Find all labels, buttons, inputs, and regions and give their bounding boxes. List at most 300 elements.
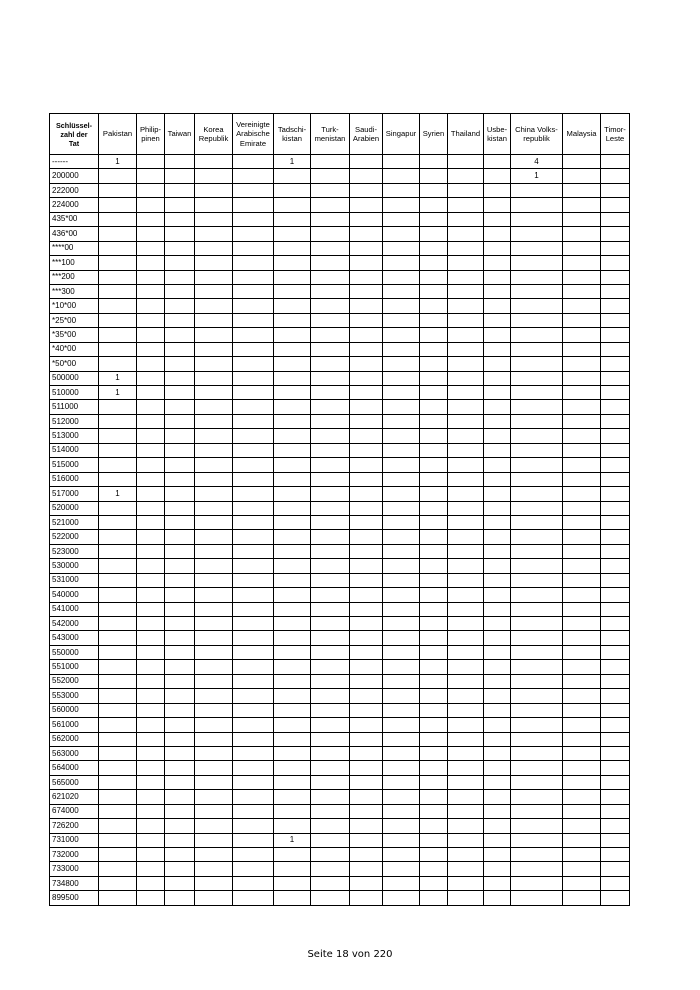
table-cell [350,530,383,544]
table-cell [383,746,420,760]
table-cell [350,746,383,760]
table-cell [420,270,448,284]
table-cell [311,155,350,169]
table-row [50,515,630,529]
table-cell [448,299,484,313]
table-cell [99,848,137,862]
column-header: Philip- pinen [137,114,165,155]
table-cell [511,645,563,659]
table-cell [511,573,563,587]
table-cell [383,732,420,746]
table-cell [311,602,350,616]
page-number: Seite 18 von 220 [307,949,393,960]
table-cell [563,472,601,486]
table-cell [350,400,383,414]
table-cell [383,183,420,197]
table-cell [420,674,448,688]
table-row [50,342,630,356]
table-cell [601,775,630,789]
table-cell [420,804,448,818]
table-cell [511,458,563,472]
table-cell [233,819,274,833]
table-cell [484,515,511,529]
table-cell [601,573,630,587]
table-row [50,718,630,732]
table-cell [420,515,448,529]
table-cell [420,400,448,414]
table-cell [311,804,350,818]
table-cell [601,515,630,529]
table-cell [511,530,563,544]
table-cell [233,443,274,457]
table-cell [448,183,484,197]
table-cell [350,804,383,818]
table-cell [195,270,233,284]
table-cell [311,790,350,804]
table-cell [563,833,601,847]
table-cell [448,602,484,616]
table-cell [511,400,563,414]
table-cell [420,299,448,313]
table-cell [137,790,165,804]
table-cell [484,414,511,428]
table-cell [601,241,630,255]
table-cell [420,212,448,226]
table-cell [563,371,601,385]
table-cell [484,183,511,197]
table-cell [137,198,165,212]
table-cell [511,299,563,313]
table-cell [165,876,195,890]
table-row [50,746,630,760]
table-cell [274,891,311,905]
table-cell [195,443,233,457]
table-cell [420,891,448,905]
table-cell [484,299,511,313]
table-cell [99,876,137,890]
table-cell [137,689,165,703]
table-cell [99,833,137,847]
row-key-cell: 561000 [50,718,99,732]
table-cell [165,790,195,804]
table-cell [195,155,233,169]
table-cell [420,241,448,255]
table-cell [311,876,350,890]
table-row [50,284,630,298]
table-cell [137,241,165,255]
table-cell [195,891,233,905]
table-cell [233,400,274,414]
table-cell [274,876,311,890]
row-key-cell: 563000 [50,746,99,760]
table-cell [484,573,511,587]
table-cell [601,458,630,472]
table-cell [99,775,137,789]
table-cell [420,876,448,890]
table-cell [195,342,233,356]
table-cell [383,227,420,241]
table-cell [195,256,233,270]
table-cell [448,284,484,298]
table-cell [383,357,420,371]
row-key-cell: 731000 [50,833,99,847]
table-cell: 1 [99,487,137,501]
table-cell [350,429,383,443]
table-row [50,645,630,659]
table-cell [563,299,601,313]
table-cell [274,631,311,645]
table-cell [233,386,274,400]
table-cell [137,732,165,746]
table-cell [511,559,563,573]
table-cell [601,732,630,746]
table-cell [165,761,195,775]
table-row [50,414,630,428]
row-key-cell: 541000 [50,602,99,616]
table-cell [99,530,137,544]
table-cell [383,631,420,645]
table-cell [484,371,511,385]
table-cell [311,530,350,544]
table-row [50,227,630,241]
table-cell [350,718,383,732]
table-row [50,357,630,371]
table-cell [137,183,165,197]
table-cell [274,227,311,241]
table-cell [233,848,274,862]
table-cell [383,241,420,255]
table-body [50,155,630,906]
table-cell [274,703,311,717]
table-cell [137,746,165,760]
table-cell [484,848,511,862]
table-cell [311,400,350,414]
table-cell [274,689,311,703]
table-cell [274,645,311,659]
table-cell [195,674,233,688]
table-row [50,328,630,342]
table-cell [311,371,350,385]
table-cell [563,674,601,688]
table-cell [511,241,563,255]
table-cell [195,530,233,544]
table-cell [311,833,350,847]
table-cell [274,357,311,371]
table-cell [484,487,511,501]
table-cell [350,689,383,703]
table-cell [274,313,311,327]
table-cell [99,501,137,515]
table-cell [448,169,484,183]
table-cell [484,588,511,602]
table-cell [448,198,484,212]
table-cell [311,183,350,197]
table-cell [137,487,165,501]
table-cell [350,313,383,327]
table-cell [350,761,383,775]
table-cell [137,862,165,876]
table-cell [99,443,137,457]
table-cell [195,617,233,631]
table-cell [383,371,420,385]
column-header: Saudi- Arabien [350,114,383,155]
table-cell [350,848,383,862]
table-cell [484,530,511,544]
table-cell [137,227,165,241]
table-row [50,775,630,789]
table-cell [563,573,601,587]
table-row [50,804,630,818]
column-header: Malaysia [563,114,601,155]
table-cell [563,443,601,457]
table-cell [563,458,601,472]
table-cell [420,328,448,342]
row-key-cell: 520000 [50,501,99,515]
table-cell [99,761,137,775]
table-cell [350,487,383,501]
table-cell [484,559,511,573]
row-key-cell: 522000 [50,530,99,544]
table-cell [350,501,383,515]
table-cell [274,588,311,602]
table-cell [601,183,630,197]
table-cell [195,487,233,501]
table-cell: 1 [99,155,137,169]
table-cell [383,155,420,169]
table-cell [563,746,601,760]
row-key-cell: 514000 [50,443,99,457]
table-cell [99,241,137,255]
table-cell [274,761,311,775]
table-cell [383,761,420,775]
table-cell [420,371,448,385]
table-cell [350,472,383,486]
table-cell [195,299,233,313]
table-cell [563,602,601,616]
row-key-cell: *25*00 [50,313,99,327]
table-cell [511,588,563,602]
table-cell [601,617,630,631]
table-cell [350,357,383,371]
table-cell [137,212,165,226]
table-cell [563,588,601,602]
table-cell [484,328,511,342]
table-cell [137,848,165,862]
row-key-cell: ****00 [50,241,99,255]
table-cell [165,819,195,833]
table-cell [137,299,165,313]
table-cell [484,833,511,847]
table-cell [350,386,383,400]
table-cell [350,458,383,472]
table-cell [563,645,601,659]
table-cell [601,212,630,226]
table-cell [233,501,274,515]
table-cell [563,631,601,645]
table-cell [448,515,484,529]
row-key-cell: 222000 [50,183,99,197]
table-cell [448,313,484,327]
table-cell [601,270,630,284]
table-cell [448,241,484,255]
column-header: Taiwan [165,114,195,155]
table-cell [233,256,274,270]
table-cell [137,718,165,732]
table-row [50,400,630,414]
table-cell [511,674,563,688]
table-cell [137,876,165,890]
table-cell [420,631,448,645]
table-row [50,876,630,890]
table-cell [311,775,350,789]
table-cell [195,284,233,298]
table-cell [311,703,350,717]
table-cell [420,183,448,197]
table-cell [448,400,484,414]
table-cell [484,862,511,876]
table-cell [311,270,350,284]
table-cell [448,703,484,717]
table-cell [383,573,420,587]
table-cell [99,732,137,746]
column-header: Timor- Leste [601,114,630,155]
table-cell [350,588,383,602]
table-row [50,443,630,457]
table-cell [511,790,563,804]
table-cell [383,645,420,659]
table-cell [274,342,311,356]
table-cell [350,284,383,298]
table-cell [165,674,195,688]
table-cell [383,501,420,515]
table-cell [420,775,448,789]
table-cell [484,804,511,818]
table-row [50,819,630,833]
table-cell [195,761,233,775]
table-cell [274,429,311,443]
table-cell [165,241,195,255]
table-cell [137,501,165,515]
table-cell [448,891,484,905]
table-cell [420,530,448,544]
table-cell [99,342,137,356]
table-cell [311,674,350,688]
table-cell [420,414,448,428]
table-cell [311,660,350,674]
table-cell [99,458,137,472]
table-cell [563,530,601,544]
table-cell [511,819,563,833]
row-key-cell: 540000 [50,588,99,602]
table-cell [99,819,137,833]
table-cell [165,183,195,197]
table-cell [448,876,484,890]
table-cell [165,718,195,732]
table-cell [99,328,137,342]
table-cell [165,458,195,472]
table-cell [420,472,448,486]
table-cell [137,631,165,645]
table-cell [195,819,233,833]
table-cell [165,732,195,746]
table-cell: 1 [274,833,311,847]
table-cell [137,429,165,443]
table-cell [484,819,511,833]
table-cell [383,530,420,544]
table-cell [137,660,165,674]
row-key-cell: 551000 [50,660,99,674]
table-cell [195,645,233,659]
table-cell [99,602,137,616]
table-cell [383,833,420,847]
table-cell [274,573,311,587]
table-cell [274,501,311,515]
table-cell [383,313,420,327]
table-cell [165,660,195,674]
table-cell [484,472,511,486]
table-cell [448,660,484,674]
table-cell [350,732,383,746]
table-cell: 1 [274,155,311,169]
table-cell [484,342,511,356]
table-cell [274,270,311,284]
table-cell [420,645,448,659]
table-cell [601,169,630,183]
table-cell [311,284,350,298]
table-cell: 4 [511,155,563,169]
table-cell [99,472,137,486]
table-cell [563,212,601,226]
table-cell [195,472,233,486]
table-cell [233,573,274,587]
table-cell [511,313,563,327]
table-cell [383,559,420,573]
table-cell [165,530,195,544]
table-cell [601,400,630,414]
row-key-cell: 550000 [50,645,99,659]
table-cell [601,645,630,659]
table-cell [448,487,484,501]
table-cell [484,602,511,616]
table-cell [99,862,137,876]
table-cell [274,458,311,472]
table-cell [601,429,630,443]
row-key-cell: 562000 [50,732,99,746]
table-cell [511,544,563,558]
table-cell [274,862,311,876]
row-key-cell: 732000 [50,848,99,862]
table-cell [165,256,195,270]
table-cell [350,703,383,717]
table-row [50,862,630,876]
table-cell [601,299,630,313]
table-cell [195,631,233,645]
table-cell [195,328,233,342]
table-cell [274,544,311,558]
table-cell [448,386,484,400]
table-cell [383,414,420,428]
table-cell [563,848,601,862]
table-cell [383,299,420,313]
table-cell [601,718,630,732]
table-cell [311,891,350,905]
table-cell [484,501,511,515]
table-cell [601,804,630,818]
table-cell [311,761,350,775]
table-row [50,386,630,400]
table-cell [165,645,195,659]
table-row [50,155,630,169]
